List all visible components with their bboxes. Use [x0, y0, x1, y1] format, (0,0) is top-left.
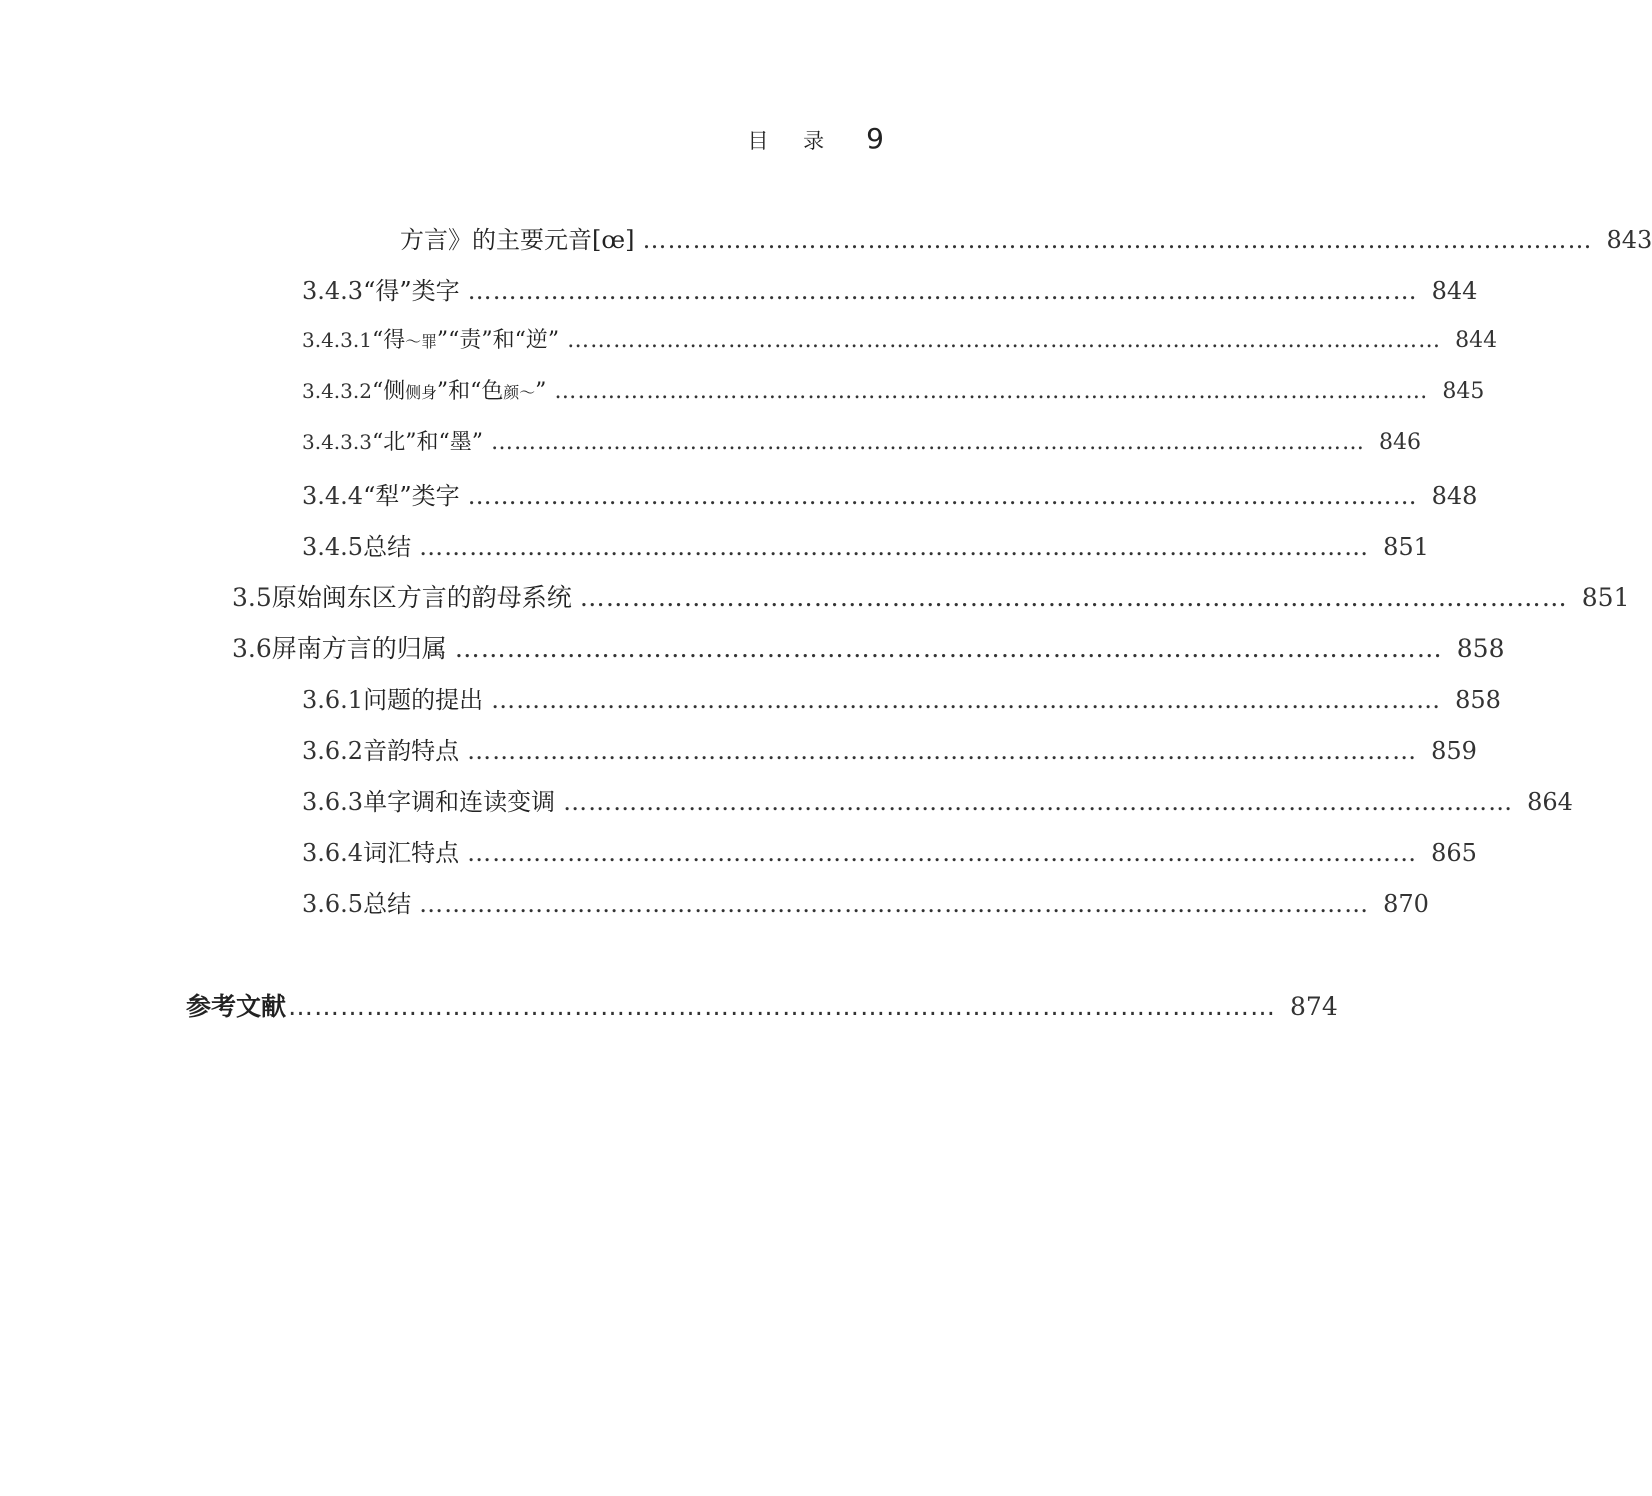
- toc-entry-page: 845: [1442, 379, 1485, 404]
- toc-entry-number: 3.4.5: [302, 533, 364, 561]
- leader-dots: ……………………………………………………………………………………………………: [554, 379, 1429, 404]
- toc-entry-number: 3.4.3.3: [302, 430, 372, 454]
- toc-entry-number: 3.4.3: [302, 277, 364, 305]
- header-title: 目 录: [747, 129, 839, 153]
- leader-dots: ……………………………………………………………………………………………………: [567, 328, 1442, 353]
- toc-entry-title: 音韵特点: [363, 737, 460, 765]
- toc-entry-3-6-3: [302, 782, 1573, 817]
- toc-entry-continuation: [400, 220, 1652, 255]
- toc-entry-number: 3.6.1: [302, 686, 364, 714]
- toc-entry-title: 问题的提出: [363, 686, 484, 714]
- toc-entry-title: 方言》的主要元音[œ]: [400, 226, 635, 254]
- toc-entry-title: 参考文献: [186, 992, 287, 1021]
- toc-entry-number: 3.4.3.1: [302, 328, 372, 352]
- toc-entry-title: 屏南方言的归属: [271, 634, 447, 663]
- toc-entry-title: 原始闽东区方言的韵母系统: [271, 583, 572, 612]
- toc-entry-3-6-4: [302, 833, 1477, 868]
- toc-entry-3-4-5: [302, 527, 1429, 562]
- toc-entry-3-6-5: [302, 884, 1429, 919]
- title-part: ”“责”和“逆”: [436, 328, 560, 353]
- toc-entry-number: 3.6: [232, 634, 272, 663]
- toc-entry-number: 3.6.2: [302, 737, 364, 765]
- toc-entry-3-4-3-2: [302, 374, 1485, 405]
- toc-entry-page: 843: [1606, 226, 1652, 254]
- toc-entry-number: 3.4.4: [302, 482, 364, 510]
- toc-entry-page: 864: [1527, 788, 1573, 816]
- toc-entry-page: 851: [1581, 583, 1630, 612]
- toc-entry-page: 851: [1383, 533, 1429, 561]
- toc-entry-3-4-3-3: [302, 425, 1421, 456]
- toc-entry-page: 846: [1378, 430, 1421, 455]
- toc-entry-title: [372, 374, 546, 405]
- toc-entry-number: 3.6.4: [302, 839, 364, 867]
- leader-dots: ……………………………………………………………………………………………………: [454, 634, 1443, 663]
- leader-dots: ……………………………………………………………………………………………………: [642, 226, 1593, 254]
- header-page-number: 9: [866, 122, 884, 155]
- toc-entry-title: 总结: [363, 890, 412, 918]
- running-header: [747, 122, 884, 155]
- toc-entry-number: 3.5: [232, 583, 272, 612]
- toc-entry-3-6-1: [302, 680, 1501, 715]
- toc-entry-3-6: [232, 629, 1505, 665]
- title-part: ”和“色: [436, 379, 504, 404]
- toc-entry-page: 844: [1455, 328, 1498, 353]
- toc-entry-page: 870: [1383, 890, 1429, 918]
- toc-entry-page: 858: [1455, 686, 1501, 714]
- toc-entry-3-5: [232, 578, 1630, 614]
- leader-dots: ……………………………………………………………………………………………………: [563, 788, 1514, 816]
- toc-entry-title: “犁”类字: [363, 482, 460, 510]
- leader-dots: ……………………………………………………………………………………………………: [491, 686, 1442, 714]
- leader-dots: ……………………………………………………………………………………………………: [288, 992, 1277, 1021]
- title-part: ”: [535, 379, 547, 404]
- toc-entry-title: 词汇特点: [363, 839, 460, 867]
- leader-dots: ……………………………………………………………………………………………………: [467, 482, 1418, 510]
- toc-entry-references: [186, 987, 1338, 1023]
- leader-dots: ……………………………………………………………………………………………………: [467, 277, 1418, 305]
- toc-entry-title: “北”和“墨”: [371, 430, 483, 455]
- leader-dots: ……………………………………………………………………………………………………: [467, 839, 1418, 867]
- title-annotation: 侧身: [405, 383, 437, 402]
- toc-entry-3-4-3: [302, 271, 1478, 306]
- toc-entry-3-4-3-1: [302, 323, 1498, 354]
- toc-entry-title: “得”类字: [363, 277, 460, 305]
- toc-entry-page: 858: [1456, 634, 1505, 663]
- toc-entry-page: 874: [1290, 992, 1338, 1021]
- title-part: “侧: [371, 379, 406, 404]
- toc-entry-title: [372, 323, 559, 354]
- leader-dots: ……………………………………………………………………………………………………: [579, 583, 1568, 612]
- title-annotation: 颜～: [503, 383, 536, 402]
- toc-entry-3-4-4: [302, 476, 1478, 511]
- toc-entry-number: 3.4.3.2: [302, 379, 372, 403]
- toc-entry-number: 3.6.3: [302, 788, 364, 816]
- toc-entry-number: 3.6.5: [302, 890, 364, 918]
- leader-dots: ……………………………………………………………………………………………………: [419, 890, 1370, 918]
- toc-entry-page: 848: [1431, 482, 1478, 510]
- leader-dots: ……………………………………………………………………………………………………: [467, 737, 1418, 765]
- leader-dots: ……………………………………………………………………………………………………: [419, 533, 1370, 561]
- toc-entry-title: 单字调和连读变调: [363, 788, 556, 816]
- title-annotation: ～罪: [405, 332, 437, 351]
- toc-entry-page: 844: [1431, 277, 1478, 305]
- toc-entry-title: 总结: [363, 533, 412, 561]
- toc-entry-3-6-2: [302, 731, 1477, 766]
- toc-entry-page: 865: [1431, 839, 1477, 867]
- toc-entry-page: 859: [1431, 737, 1477, 765]
- leader-dots: ……………………………………………………………………………………………………: [490, 430, 1365, 455]
- title-part: “得: [371, 328, 406, 353]
